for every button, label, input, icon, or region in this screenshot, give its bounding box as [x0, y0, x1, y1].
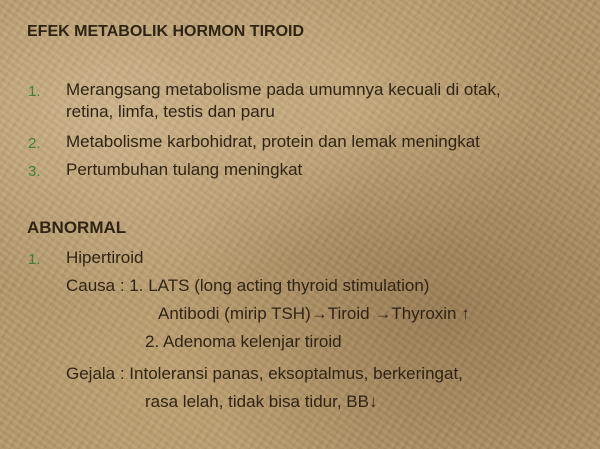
abnormal-item-number: 1.	[28, 251, 41, 268]
causa-line-1: Causa : 1. LATS (long acting thyroid stimulation)	[66, 276, 430, 295]
slide-title: EFEK METABOLIK HORMON TIROID	[27, 23, 305, 40]
causa-line-2: Antibodi (mirip TSH)→Tiroid →Thyroxin ↑	[158, 304, 470, 323]
abnormal-heading: ABNORMAL	[27, 218, 127, 237]
abnormal-item-label: Hipertiroid	[66, 248, 144, 267]
effect-1-line-1: Merangsang metabolisme pada umumnya kecuali di otak,	[66, 80, 501, 99]
causa-line-3: 2. Adenoma kelenjar tiroid	[145, 332, 342, 351]
effect-1-number: 1.	[28, 83, 41, 100]
gejala-line-2: rasa lelah, tidak bisa tidur, BB↓	[145, 392, 378, 411]
gejala-line-1: Gejala : Intoleransi panas, eksoptalmus, berkeringat,	[66, 364, 463, 383]
effect-2-line-1: Metabolisme karbohidrat, protein dan lemak meningkat	[66, 132, 480, 151]
effect-1-line-2: retina, limfa, testis dan paru	[66, 102, 275, 121]
effect-2-number: 2.	[28, 135, 41, 152]
effect-3-line-1: Pertumbuhan tulang meningkat	[66, 160, 303, 179]
effect-3-number: 3.	[28, 163, 41, 180]
